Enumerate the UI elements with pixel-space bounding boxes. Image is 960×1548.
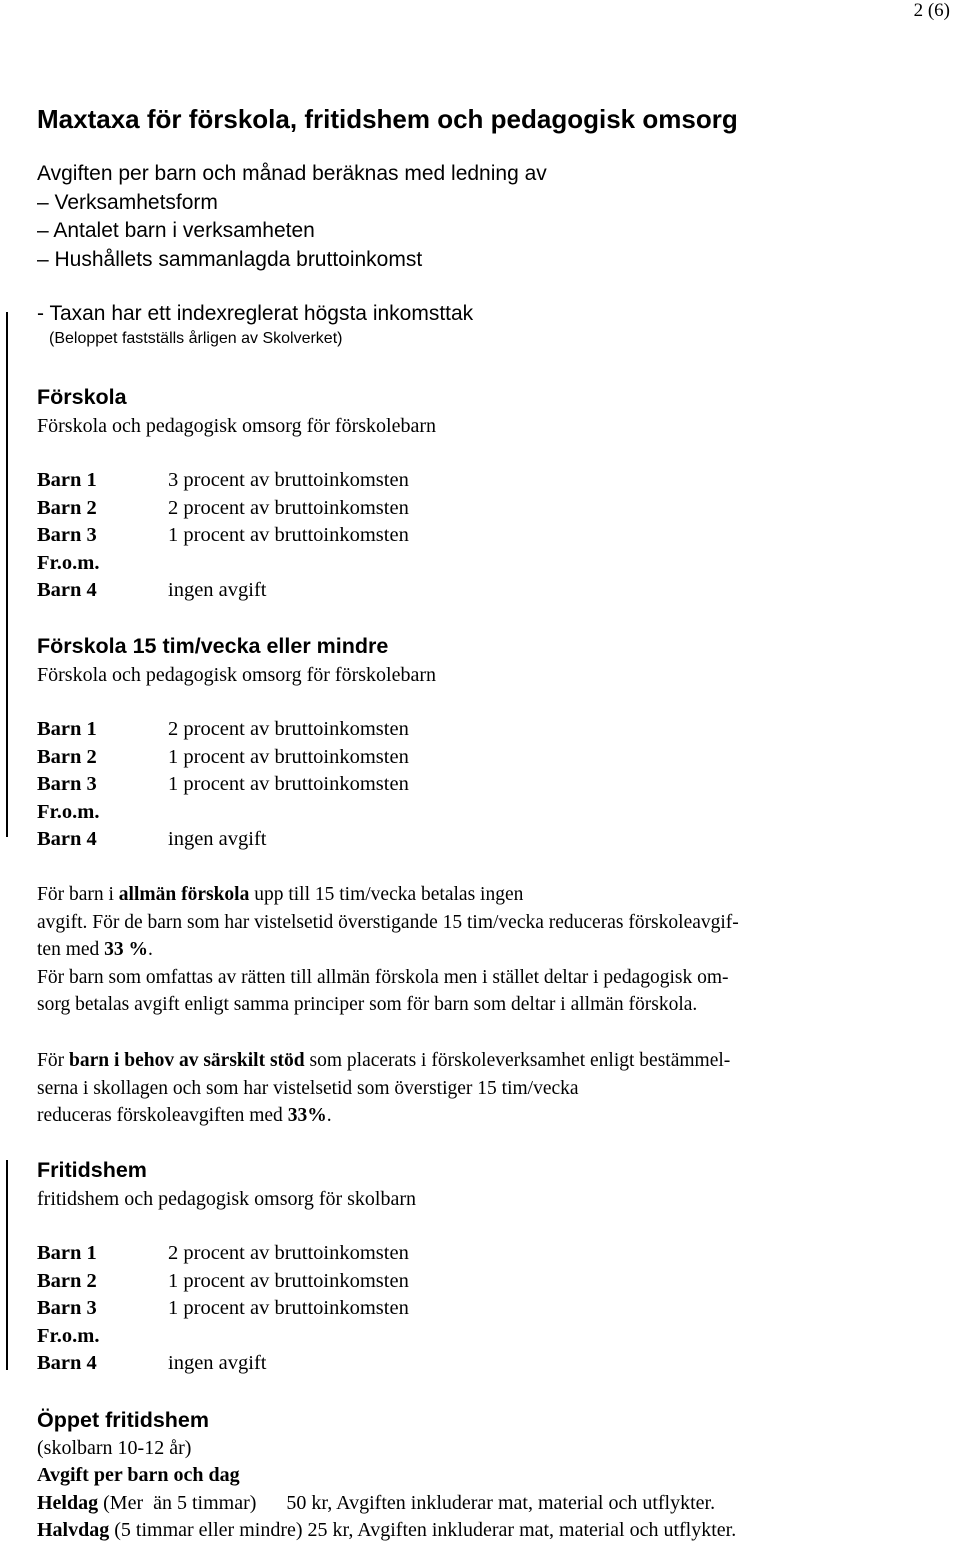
fee-row-label: Fr.o.m. (37, 551, 100, 574)
fee-row-label: Barn 1 (37, 469, 97, 492)
fee-row-value: ingen avgift (168, 828, 267, 851)
text-run: ten med (37, 939, 105, 960)
fee-row (37, 799, 409, 827)
rate-text: (Mer än 5 timmar) 50 kr, Avgiften inkluderar mat, material och utflykter. (98, 1491, 716, 1514)
oppet-fritidshem-block (37, 1407, 736, 1545)
text-run: sorg betalas avgift enligt samma principer som för barn som deltar i allmän förskola. (37, 994, 698, 1015)
fee-row (37, 522, 409, 550)
text-run: avgift. För de barn som har vistelsetid överstigande 15 tim/vecka reduceras förskoleavgif- (37, 911, 739, 933)
fee-row (37, 467, 409, 495)
text-run: som placerats i förskoleverksamhet enligt bestämmel- (304, 1050, 731, 1071)
heldag-rate (37, 1490, 736, 1518)
text-run: För barn som omfattas av rätten till allmän förskola men i stället deltar i pedagogisk om- (37, 966, 729, 988)
fee-row (37, 771, 409, 799)
fee-row-value: 1 procent av bruttoinkomsten (168, 524, 409, 547)
section-title-oppet-fritidshem: Öppet fritidshem (37, 1408, 210, 1432)
fee-row (37, 744, 409, 772)
rate-label: Halvdag (37, 1519, 110, 1541)
text-run: . (326, 1105, 332, 1126)
fee-row-label: Barn 1 (37, 718, 97, 741)
intro-item: – Hushållets sammanlagda bruttoinkomst (37, 247, 423, 271)
rate-text: (5 timmar eller mindre) 25 kr, Avgiften inkluderar mat, material och utflykter. (109, 1519, 737, 1541)
emphasis: barn i behov av särskilt stöd (68, 1050, 305, 1071)
fee-row-label: Barn 4 (37, 1352, 97, 1375)
intro-block (37, 160, 547, 274)
rate-label: Heldag (37, 1491, 99, 1514)
fee-row-value: 2 procent av bruttoinkomsten (168, 496, 409, 519)
text-run: För (37, 1050, 69, 1071)
text-run: För barn i (37, 884, 119, 905)
fee-row (37, 826, 409, 854)
fee-row-value: 1 procent av bruttoinkomsten (168, 1297, 409, 1320)
fee-row-label: Barn 2 (37, 745, 97, 768)
page-title: Maxtaxa för förskola, fritidshem och pedagogisk omsorg (37, 104, 738, 134)
fee-row-label: Barn 1 (37, 1242, 97, 1265)
fee-heading: Avgift per barn och dag (37, 1464, 240, 1486)
fee-table-forskola-15 (37, 716, 409, 854)
fee-row-label: Barn 4 (37, 828, 97, 851)
emphasis: 33% (287, 1105, 327, 1126)
fee-row (37, 550, 409, 578)
fee-row-value: 2 procent av bruttoinkomsten (168, 1242, 409, 1265)
halvdag-rate (37, 1517, 736, 1545)
page-number: 2 (6) (913, 0, 950, 21)
fee-row-value: 1 procent av bruttoinkomsten (168, 745, 409, 768)
fee-row-value: 3 procent av bruttoinkomsten (168, 469, 409, 492)
fee-row (37, 1350, 409, 1378)
allman-forskola-text (37, 881, 897, 1019)
fee-row-label: Barn 4 (37, 579, 97, 602)
revision-bar (6, 1160, 8, 1370)
income-cap-line: - Taxan har ett indexreglerat högsta inkomsttak (37, 302, 474, 325)
text-run: . (148, 939, 153, 960)
section-subtitle-forskola-15: Förskola och pedagogisk omsorg för förskolebarn (37, 664, 437, 686)
fee-row-label: Fr.o.m. (37, 800, 100, 823)
text-run: serna i skollagen och som har vistelsetid som överstiger 15 tim/vecka (37, 1077, 579, 1099)
fee-row-label: Barn 3 (37, 1297, 97, 1320)
income-cap-note: (Beloppet fastställs årligen av Skolverket) (49, 330, 343, 347)
section-title-forskola-15: Förskola 15 tim/vecka eller mindre (37, 634, 389, 658)
fee-row-label: Barn 3 (37, 773, 97, 796)
fee-row (37, 716, 409, 744)
fee-row-label: Barn 2 (37, 496, 97, 519)
emphasis: allmän förskola (118, 884, 250, 905)
paragraph (37, 1047, 897, 1130)
fee-row (37, 1240, 409, 1268)
intro-item: – Antalet barn i verksamheten (37, 219, 315, 242)
fee-row-label: Barn 3 (37, 524, 97, 547)
intro-lead: Avgiften per barn och månad beräknas med ledning av (37, 162, 547, 185)
fee-table-fritidshem (37, 1240, 409, 1378)
section-title-forskola: Förskola (37, 385, 127, 409)
fee-row (37, 1323, 409, 1351)
fee-row-label: Barn 2 (37, 1269, 97, 1292)
revision-bar (6, 312, 8, 837)
fee-table-forskola (37, 467, 409, 605)
fee-row (37, 495, 409, 523)
fee-row-value: ingen avgift (168, 579, 267, 602)
section-title-fritidshem: Fritidshem (37, 1158, 147, 1182)
fee-row (37, 1295, 409, 1323)
fee-row-value: ingen avgift (168, 1352, 267, 1375)
fee-row (37, 1268, 409, 1296)
paragraph (37, 881, 897, 964)
section-subtitle-fritidshem: fritidshem och pedagogisk omsorg för skolbarn (37, 1188, 417, 1210)
fee-row (37, 577, 409, 605)
sarskilt-stod-text (37, 1047, 897, 1130)
paragraph (37, 964, 897, 1019)
emphasis: 33 % (104, 939, 149, 960)
fee-row-value: 2 procent av bruttoinkomsten (168, 718, 409, 741)
intro-item: – Verksamhetsform (37, 190, 218, 214)
fee-row-label: Fr.o.m. (37, 1324, 100, 1347)
fee-row-value: 1 procent av bruttoinkomsten (168, 1269, 409, 1292)
oppet-subtitle: (skolbarn 10-12 år) (37, 1436, 192, 1459)
text-run: reduceras förskoleavgiften med (37, 1105, 288, 1126)
text-run: upp till 15 tim/vecka betalas ingen (249, 884, 524, 905)
fee-row-value: 1 procent av bruttoinkomsten (168, 773, 409, 796)
section-subtitle-forskola: Förskola och pedagogisk omsorg för förskolebarn (37, 415, 437, 437)
